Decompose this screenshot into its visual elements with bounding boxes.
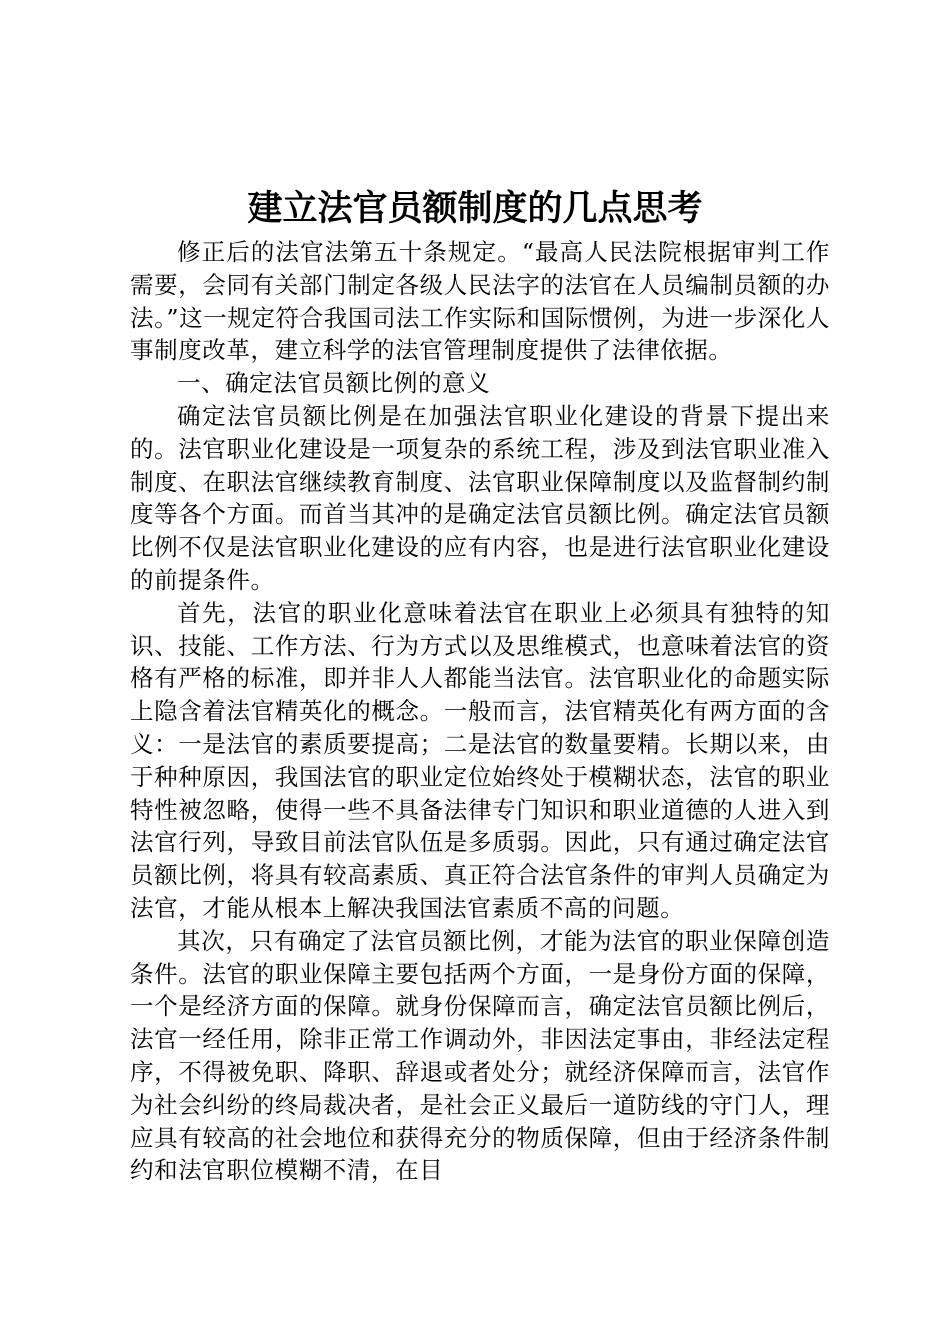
paragraph-significance: 确定法官员额比例是在加强法官职业化建设的背景下提出来的。法官职业化建设是一项复杂的系统工程，涉及到法官职业准入制度、在职法官继续教育制度、法官职业保障制度以及监督制约制度等各个方面。而首当其冲的是确定法官员额比例。确定法官员额比例不仅是法官职业化建设的应有内容，也是进行法官职业化建设的前提条件。: [130, 401, 830, 594]
section-heading-1: 一、确定法官员额比例的意义: [177, 369, 491, 398]
paragraph-first-point: 首先，法官的职业化意味着法官在职业上必须具有独特的知识、技能、工作方法、行为方式以及思维模式，也意味着法官的资格有严格的标准，即并非人人都能当法官。法官职业化的命题实际上隐含着法官精英化的概念。一般而言，法官精英化有两方面的含义：一是法官的素质要提高；二是法官的数量要精。长期以来，由于种种原因，我国法官的职业定位始终处于模糊状态，法官的职业特性被忽略，使得一些不具备法律专门知识和职业道德的人进入到法官行列，导致目前法官队伍是多质弱。因此，只有通过确定法官员额比例，将具有较高素质、真正符合法官条件的审判人员确定为法官，才能从根本上解决我国法官素质不高的问题。: [130, 598, 830, 922]
paragraph-second-point: 其次，只有确定了法官员额比例，才能为法官的职业保障创造条件。法官的职业保障主要包括两个方面，一是身份方面的保障，一个是经济方面的保障。就身份保障而言，确定法官员额比例后，法官一经任用，除非正常工作调动外，非因法定事由，非经法定程序，不得被免职、降职、辞退或者处分；就经济保障而言，法官作为社会纠纷的终局裁决者，是社会正义最后一道防线的守门人，理应具有较高的社会地位和获得充分的物质保障，但由于经济条件制约和法官职位模糊不清，在目: [130, 926, 830, 1185]
paragraph-intro: 修正后的法官法第五十条规定。“最高人民法院根据审判工作需要，会同有关部门制定各级人民法字的法官在人员编制员额的办法。”这一规定符合我国司法工作实际和国际惯例，为进一步深化人事制度改革，建立科学的法官管理制度提供了法律依据。: [130, 238, 830, 365]
document-title: 建立法官员额制度的几点思考: [247, 189, 703, 229]
document-body: [130, 236, 830, 1187]
